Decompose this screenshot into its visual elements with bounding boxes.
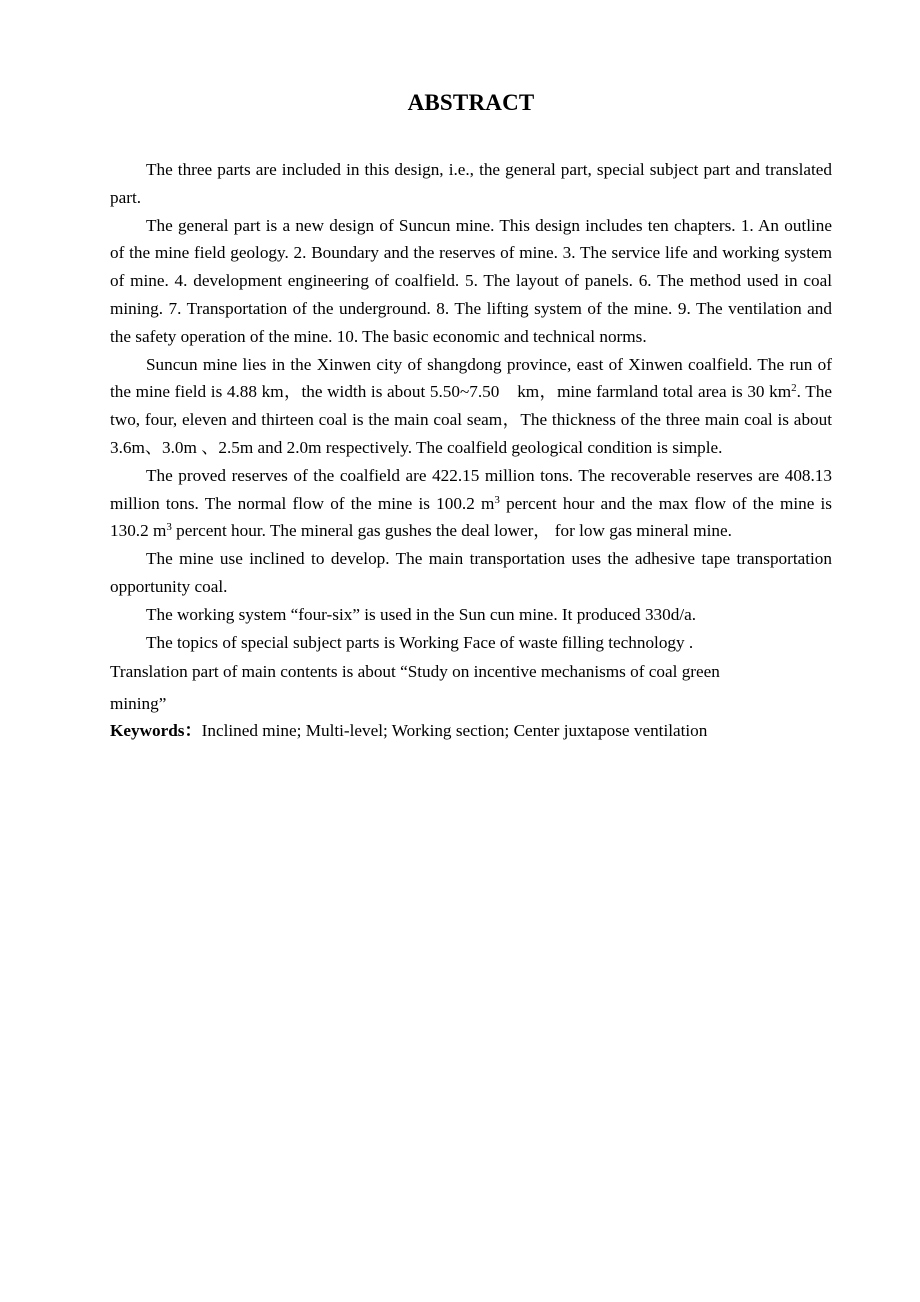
paragraph-overview: The three parts are included in this design, i.e., the general part, special subject part and translated part.	[110, 160, 832, 207]
keywords-line	[110, 717, 832, 745]
text-run: . The two, four, eleven and thirteen coal is the main coal seam，The thickness of the three main coal is about 3.6m、3.0m 、2.5m and 2.0m respectively. The coalfield geological condition is simple.	[110, 382, 832, 457]
paragraph-general-part: The general part is a new design of Suncun mine. This design includes ten chapters. 1. An outline of the mine field geology. 2. Boundary and the reserves of mine. 3. The service life and working system of mine. 4. development engineering of coalfield. 5. The layout of panels. 6. The method used in coal mining. 7. Transportation of the underground. 8. The lifting system of the mine. 9. The ventilation and the safety operation of the mine. 10. The basic economic and technical norms.	[110, 215, 832, 346]
superscript: 2	[791, 382, 797, 395]
paragraph-special-subject: The topics of special subject parts is Working Face of waste filling technology .	[146, 632, 694, 652]
keywords-text: Inclined mine; Multi-level; Working section; Center juxtapose ventilation	[201, 721, 708, 741]
paragraph-reserves	[110, 462, 832, 545]
text-run: percent hour. The mineral gas gushes the deal lower， for low gas mineral mine.	[171, 521, 732, 541]
text-line: Translation part of main contents is about “Study on incentive mechanisms of coal green	[110, 662, 720, 682]
text-run: The proved reserves of the coalfield are 422.15 million tons. The recoverable reserves are 408.13 million tons. The normal flow of the mine is 100.2 m	[110, 465, 832, 513]
paragraph-mine-location	[110, 351, 832, 462]
superscript: 3	[494, 493, 500, 506]
paragraph-translation	[110, 656, 832, 720]
text-run: percent hour and the max flow of the mine is 130.2 m	[110, 493, 832, 541]
text-line: mining”	[110, 694, 167, 714]
paragraph-working-system: The working system “four-six” is used in the Sun cun mine. It produced 330d/a.	[146, 604, 697, 624]
page-title: ABSTRACT	[407, 90, 535, 115]
superscript: 3	[166, 521, 172, 534]
paragraph-development: The mine use inclined to develop. The main transportation uses the adhesive tape transportation opportunity coal.	[110, 549, 832, 596]
text-run: Suncun mine lies in the Xinwen city of shangdong province, east of Xinwen coalfield. The run of the mine field is 4.88 km，the width is about 5.50~7.50 km，mine farmland total area is 30 km	[110, 354, 832, 402]
keywords-label: Keywords：	[110, 721, 202, 741]
abstract-body	[110, 156, 832, 745]
